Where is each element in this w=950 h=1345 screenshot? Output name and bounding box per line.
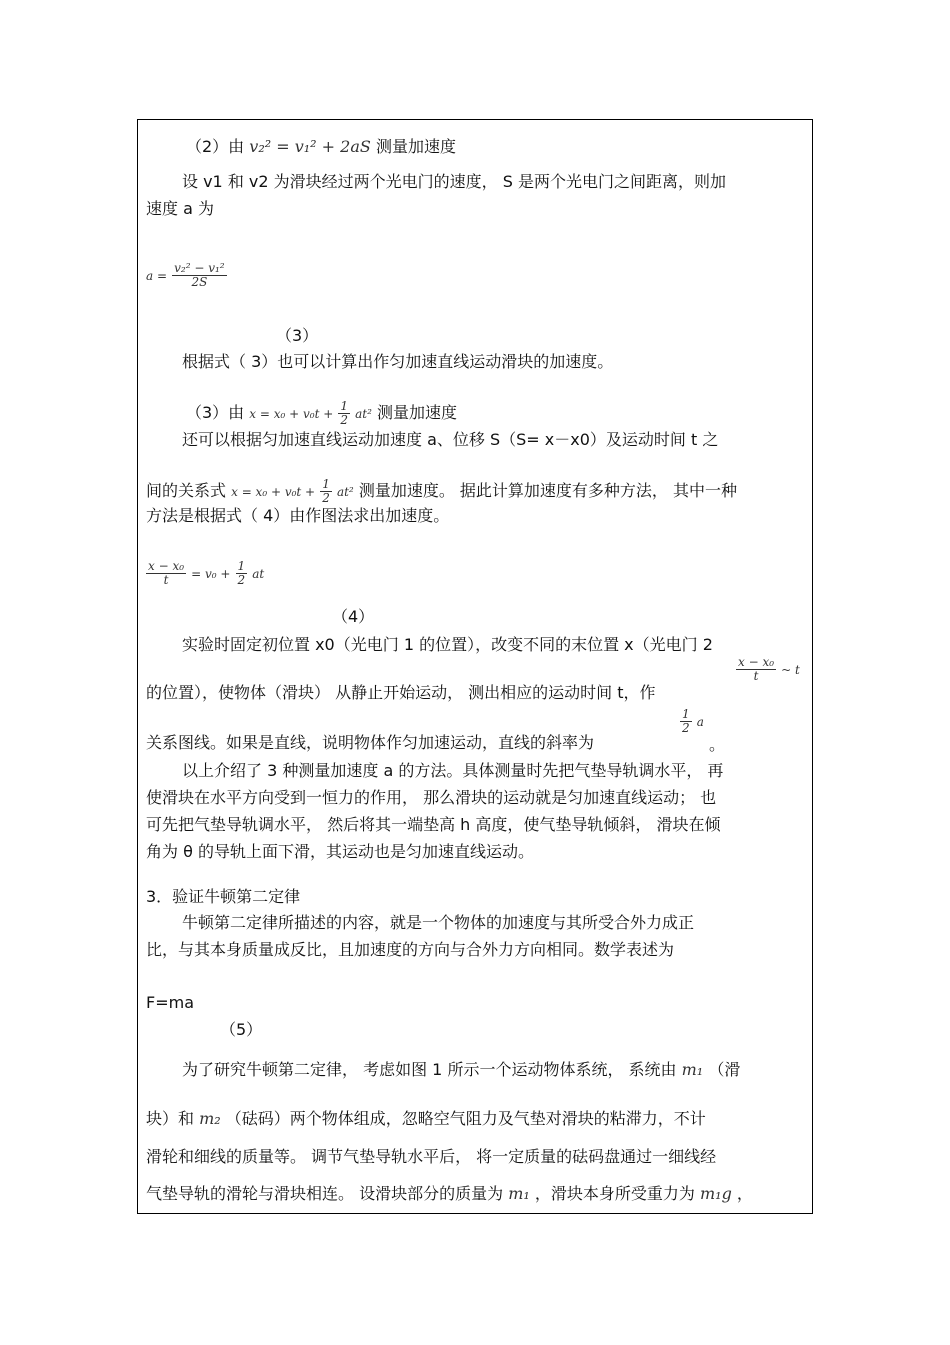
- plot-axis-formula: [736, 656, 800, 683]
- system-line4-a: 气垫导轨的滑轮与滑块相连。 设滑块部分的质量为: [146, 1184, 504, 1203]
- para-displacement-line3: 方法是根据式（ 4）由作图法求出加速度。: [146, 506, 450, 525]
- para-displacement-line1: 还可以根据匀加速直线运动加速度 a、位移 S（S= x－x0）及运动时间 t 之: [182, 430, 719, 449]
- para-summary-line3: 可先把气垫导轨调水平， 然后将其一端垫高 h 高度，使气垫导轨倾斜， 滑块在倾: [146, 815, 721, 834]
- para-experiment-line2: 的位置），使物体（滑块） 从静止开始运动， 测出相应的运动时间 t，作: [146, 683, 656, 702]
- para-system-line3: 滑轮和细线的质量等。 调节气垫导轨水平后， 将一定质量的砝码盘通过一细线经: [146, 1147, 717, 1166]
- half-numerator: 1: [340, 399, 349, 413]
- method2-prefix: （2）由: [186, 137, 245, 156]
- eq3-denominator: 2S: [191, 275, 208, 289]
- eq5-tag: （5）: [220, 1020, 263, 1039]
- system-line4-c: ，: [736, 1184, 753, 1203]
- plot-fraction-denominator: t: [753, 669, 759, 683]
- para-summary-line1: 以上介绍了 3 种测量加速度 a 的方法。具体测量时先把气垫导轨调水平， 再: [182, 761, 724, 780]
- system-line1-b: （滑: [708, 1060, 741, 1079]
- method2-heading: [186, 137, 456, 157]
- eq3-fraction: [172, 262, 226, 289]
- eq4-numerator: x − x₀: [148, 559, 185, 573]
- para-eq3-usage: 根据式（ 3）也可以计算出作匀加速直线运动滑块的加速度。: [182, 352, 614, 371]
- para-newton-line1: 牛顿第二定律所描述的内容，就是一个物体的加速度与其所受合外力成正: [182, 913, 695, 932]
- section-3-heading: 3．验证牛顿第二定律: [146, 887, 301, 906]
- equation-5: F=ma: [146, 993, 194, 1012]
- weight-m1g: m₁g: [699, 1184, 732, 1203]
- system-line2-a: 块）和: [146, 1109, 195, 1128]
- formula-v2-squared: v₂² = v₁² + 2aS: [249, 137, 371, 156]
- system-line2-b: （砝码）两个物体组成，忽略空气阻力及气垫对滑块的粘滞力，不计: [225, 1109, 706, 1128]
- eq4-right: = v₀ +: [191, 567, 231, 581]
- line2-b: 测量加速度。 据此计算加速度有多种方法， 其中一种: [358, 481, 738, 500]
- slope-half: [680, 708, 692, 735]
- para-system-line4: [146, 1184, 753, 1204]
- half-denominator: 2: [340, 413, 349, 427]
- eq4-half-numerator: 1: [237, 559, 246, 573]
- para-experiment-line3: [146, 733, 594, 753]
- eq3-tag: （3）: [276, 326, 319, 345]
- half-fraction: [338, 400, 350, 427]
- eq3-numerator: v₂² − v₁²: [174, 261, 225, 275]
- equation-4: [146, 560, 264, 587]
- eq4-tag: （4）: [332, 607, 375, 626]
- formula-x-left: x = x₀ + v₀t +: [249, 407, 334, 421]
- eq3-left: a =: [146, 269, 168, 283]
- inline-formula-left: x = x₀ + v₀t +: [231, 485, 316, 499]
- slope-formula: [680, 708, 704, 735]
- slope-text: 关系图线。如果是直线，说明物体作匀加速运动，直线的斜率为: [146, 733, 595, 752]
- method2-suffix: 测量加速度: [375, 137, 456, 156]
- para-velocity-line1: 设 v1 和 v2 为滑块经过两个光电门的速度， S 是两个光电门之间距离，则加: [182, 172, 726, 191]
- formula-x-right: at²: [355, 407, 372, 421]
- inline-formula-right: at²: [336, 485, 354, 499]
- para-system-line1: [182, 1060, 740, 1080]
- slope-half-denominator: 2: [682, 721, 690, 735]
- plot-fraction-numerator: x − x₀: [738, 655, 775, 669]
- mass-m2: m₂: [199, 1109, 221, 1128]
- para-summary-line4: 角为 θ 的导轨上面下滑，其运动也是匀加速直线运动。: [146, 842, 534, 861]
- eq4-fraction: [146, 560, 186, 587]
- method3-prefix: （3）由: [186, 403, 245, 422]
- para-experiment-line1: 实验时固定初位置 x0（光电门 1 的位置），改变不同的末位置 x（光电门 2: [182, 635, 713, 654]
- slope-a: a: [696, 715, 704, 729]
- inline-half-fraction: [320, 478, 332, 505]
- inline-half-denominator: 2: [322, 491, 330, 505]
- para-displacement-line2: [146, 478, 737, 505]
- line2-a: 间的关系式: [146, 481, 227, 500]
- slope-half-numerator: 1: [682, 707, 690, 721]
- method3-suffix: 测量加速度: [377, 403, 458, 422]
- equation-3: [146, 262, 227, 289]
- eq4-denominator: t: [163, 573, 169, 587]
- eq4-at: at: [252, 567, 265, 581]
- content-frame: [137, 119, 813, 1214]
- plot-fraction: [736, 656, 776, 683]
- plot-tilde-t: ~ t: [781, 663, 800, 677]
- mass-m1: m₁: [681, 1060, 704, 1079]
- eq4-half: [236, 560, 248, 587]
- mass-m1-inline: m₁: [508, 1184, 530, 1203]
- para-summary-line2: 使滑块在水平方向受到一恒力的作用， 那么滑块的运动就是匀加速直线运动； 也: [146, 788, 717, 807]
- slope-period: 。: [709, 735, 726, 754]
- para-velocity-line2: 速度 a 为: [146, 199, 214, 218]
- para-system-line2: [146, 1109, 706, 1129]
- method3-heading: [186, 400, 457, 427]
- system-line4-b: ，滑块本身所受重力为: [534, 1184, 695, 1203]
- inline-half-numerator: 1: [322, 477, 330, 491]
- eq4-half-denominator: 2: [237, 573, 246, 587]
- para-newton-line2: 比，与其本身质量成反比，且加速度的方向与合外力方向相同。数学表述为: [146, 940, 675, 959]
- system-line1-a: 为了研究牛顿第二定律， 考虑如图 1 所示一个运动物体系统， 系统由: [182, 1060, 677, 1079]
